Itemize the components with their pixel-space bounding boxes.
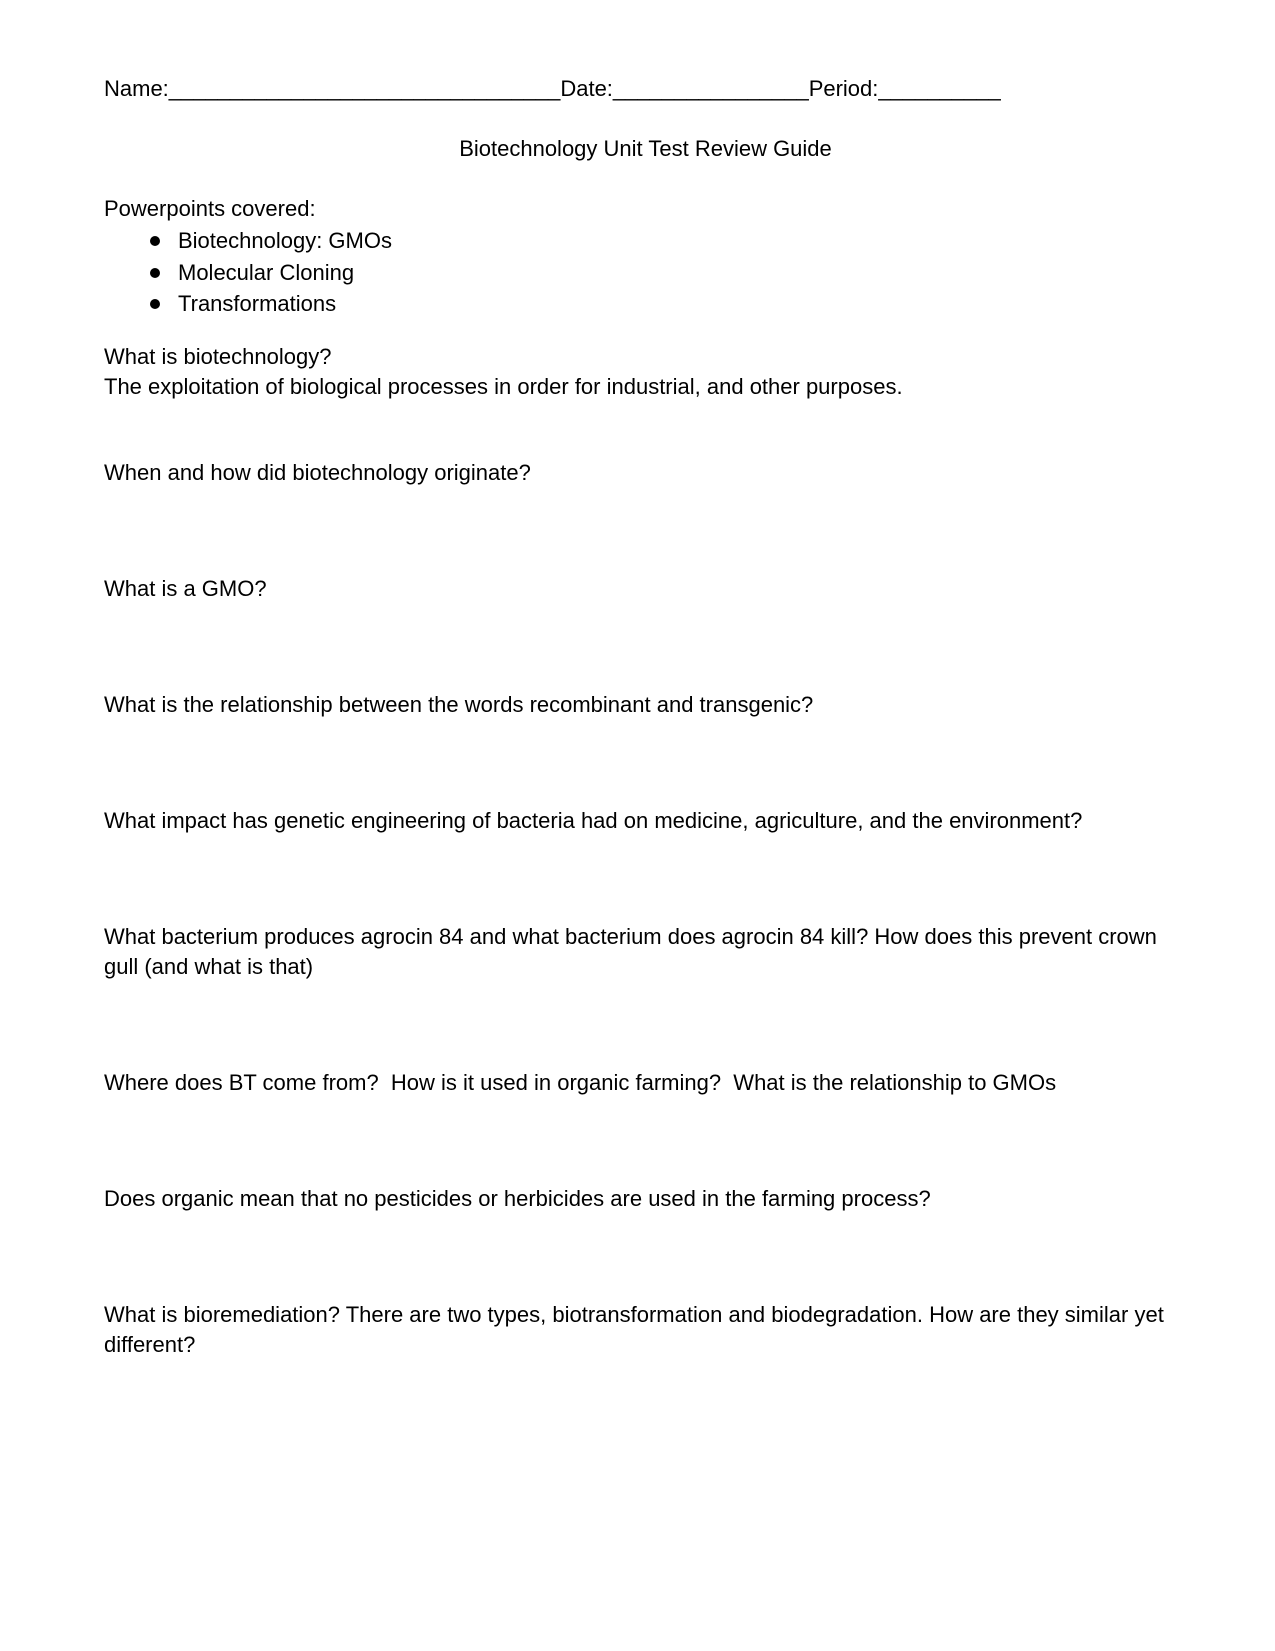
- question-6: What bacterium produces agrocin 84 and what bacterium does agrocin 84 kill? How does this prevent crown gull (and what is that): [104, 924, 1157, 979]
- list-item-label: Transformations: [178, 291, 337, 316]
- question-5: What impact has genetic engineering of bacteria had on medicine, agriculture, and the environment?: [104, 808, 1083, 833]
- date-field: Date:________________: [560, 76, 809, 101]
- powerpoints-list: [104, 226, 392, 321]
- question-1: What is biotechnology?: [104, 344, 332, 369]
- question-7: Where does BT come from? How is it used in organic farming? What is the relationship to GMOs: [104, 1070, 1057, 1095]
- list-item: [104, 226, 392, 258]
- list-item: [104, 258, 392, 290]
- list-item-label: Biotechnology: GMOs: [178, 228, 392, 253]
- header-line: [104, 74, 1001, 104]
- name-field: Name:________________________________: [104, 76, 561, 101]
- powerpoints-heading: Powerpoints covered:: [104, 196, 316, 221]
- answer-1: The exploitation of biological processes in order for industrial, and other purposes.: [104, 374, 903, 399]
- list-item: [104, 289, 392, 321]
- period-field: Period:__________: [808, 76, 1001, 101]
- bullet-icon: [150, 299, 160, 309]
- list-item-label: Molecular Cloning: [178, 259, 355, 285]
- bullet-icon: [150, 268, 160, 278]
- question-2: When and how did biotechnology originate?: [104, 460, 531, 485]
- question-9: What is bioremediation? There are two types, biotransformation and biodegradation. How are they similar yet different?: [104, 1302, 1164, 1357]
- page-title: Biotechnology Unit Test Review Guide: [459, 136, 832, 161]
- question-3: What is a GMO?: [104, 576, 267, 601]
- question-4: What is the relationship between the words recombinant and transgenic?: [104, 692, 814, 717]
- question-8: Does organic mean that no pesticides or herbicides are used in the farming process?: [104, 1186, 931, 1211]
- bullet-icon: [150, 236, 160, 246]
